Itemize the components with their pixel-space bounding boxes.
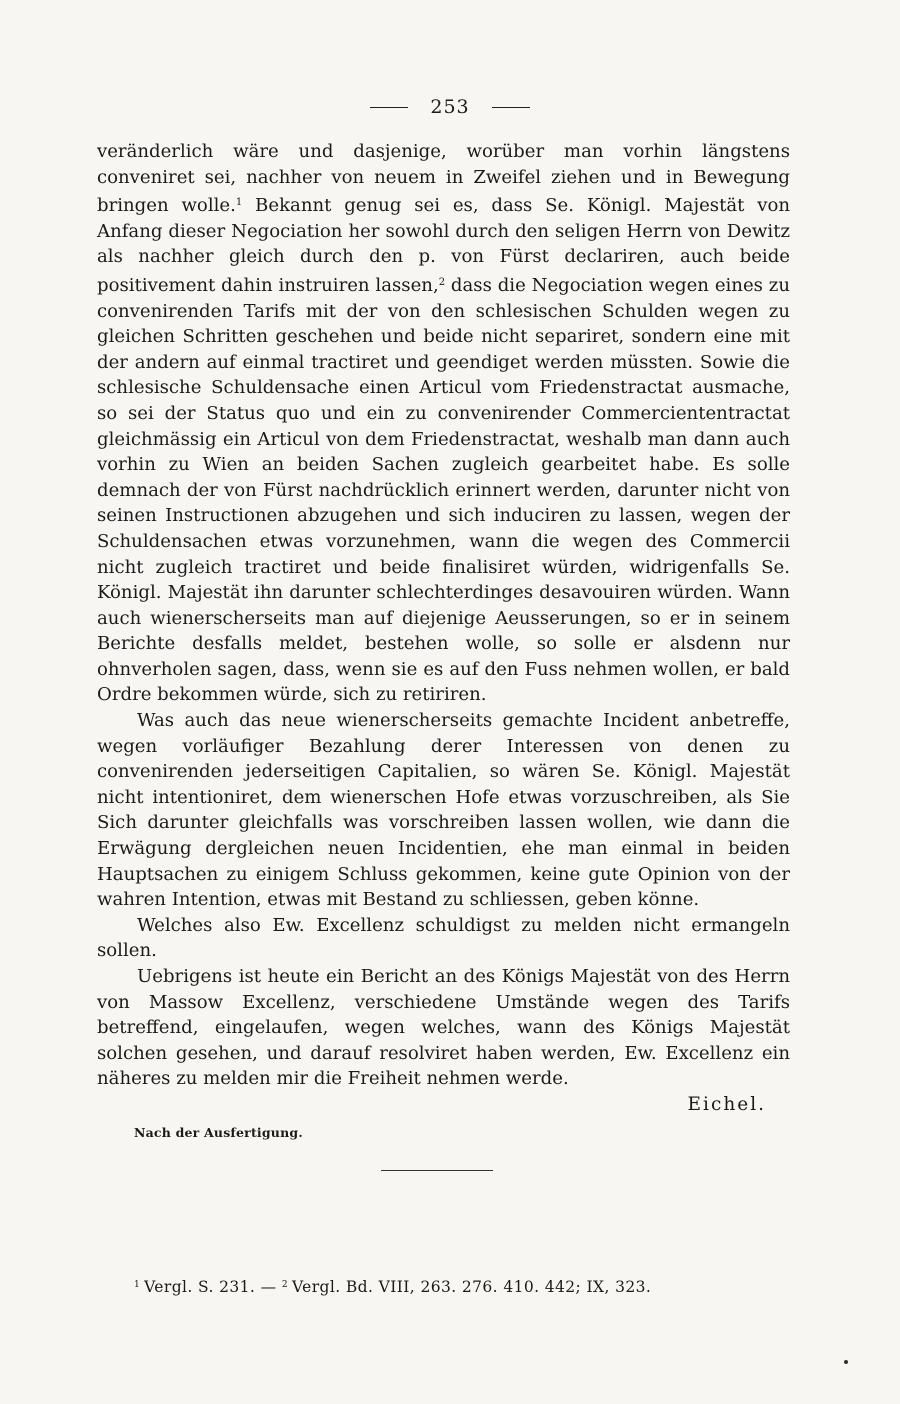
source-note: Nach der Ausfertigung. (134, 1125, 303, 1140)
header-rule-left (370, 107, 408, 108)
footnotes (134, 1278, 651, 1296)
closing-row (97, 1092, 790, 1118)
footnote-1-text: Vergl. S. 231. — (144, 1278, 277, 1296)
paragraph-4: Uebrigens ist heute ein Bericht an des Königs Majestät von des Herrn von Massow Excellenz, verschiedene Umstände wegen des Tarifs betreffend, eingelaufen, wegen welches, wann des Königs Majestät solchen gesehen, und darauf resolviret haben werden, Ew. Excellenz ein näheres zu melden mir die Freiheit nehmen werde. (97, 966, 790, 1090)
paragraph-1 (97, 139, 790, 708)
header-rule-right (492, 107, 530, 108)
footnote-separator (381, 1170, 493, 1171)
footnote-ref-2: 2 (438, 276, 446, 288)
paragraph-3: Welches also Ew. Excellenz schuldigst zu melden nicht ermangeln sollen. (97, 914, 790, 962)
paragraph-1-part-b: Bekannt genug sei es, dass Se. Königl. Majestät von Anfang dieser Negociation her sowohl durch den seligen Herrn von Dewitz als nachher gleich durch den p. von Fürst declariren, auch beide positivement dahin instruiren lassen, (97, 195, 790, 296)
footnote-ref-1: 1 (235, 197, 243, 209)
page-header (0, 96, 900, 118)
signature: Eichel. (687, 1093, 766, 1115)
paragraph-1-part-c: dass die Negociation wegen eines zu convenirenden Tarifs mit der von den schlesischen Schulden wegen zu gleichen Schritten geschehen und beide nicht separiret, sondern eine mit der andern auf einmal tractiret und geendiget werden müssten. Sowie die schlesische Schuldensache einen Articul vom Friedenstractat ausmache, so sei der Status quo und ein zu convenirender Commerciententractat gleichmässig ein Articul von dem Friedenstractat, weshalb man dann auch vorhin zu Wien an beiden Sachen zugleich gearbeitet habe. Es solle demnach der von Fürst nachdrücklich erinnert werden, darunter nicht von seinen Instructionen abzugehen und sich induciren zu lassen, wegen der Schuldensachen etwas vorzunehmen, wann die wegen des Commercii nicht zugleich tractiret und beide finalisiret würden, widrigenfalls Se. Königl. Majestät ihn darunter schlechterdinges desavouiren würden. Wann auch wienerscherseits man auf diejenige Aeusserungen, so er in seinem Berichte desfalls meldet, bestehen wolle, so solle er alsdenn nur ohnverholen sagen, dass, wenn sie es auf den Fuss nehmen wollen, er bald Ordre bekommen würde, sich zu retiriren. (97, 274, 790, 706)
paragraph-2: Was auch das neue wienerscherseits gemachte Incident anbetreffe, wegen vorläufiger Bezahlung derer Interessen von denen zu convenirenden jederseitigen Capitalien, so wären Se. Königl. Majestät nicht intentioniret, dem wienerschen Hofe etwas vorzuschreiben, als Sie Sich darunter gleichfalls was vorschreiben lassen wollen, wie dann die Erwägung dergleichen neuen Incidentien, ehe man einmal in beiden Hauptsachen zu einigem Schluss gekommen, keine gute Opinion von der wahren Intention, etwas mit Bestand zu schliessen, geben könne. (97, 710, 790, 911)
main-text (97, 139, 790, 1118)
footnote-2-text: Vergl. Bd. VIII, 263. 276. 410. 442; IX, 323. (291, 1278, 652, 1296)
footnote-marker-2: 2 (281, 1280, 288, 1290)
footnote-marker-1: 1 (134, 1280, 141, 1290)
page-number: 253 (430, 96, 470, 118)
page-speck (844, 1360, 848, 1364)
paragraph-1-part-a: veränderlich wäre und dasjenige, worüber man vorhin längstens conveniret sei, nachher von neuem in Zweifel ziehen und in Bewegung bringen wolle. (97, 141, 790, 217)
